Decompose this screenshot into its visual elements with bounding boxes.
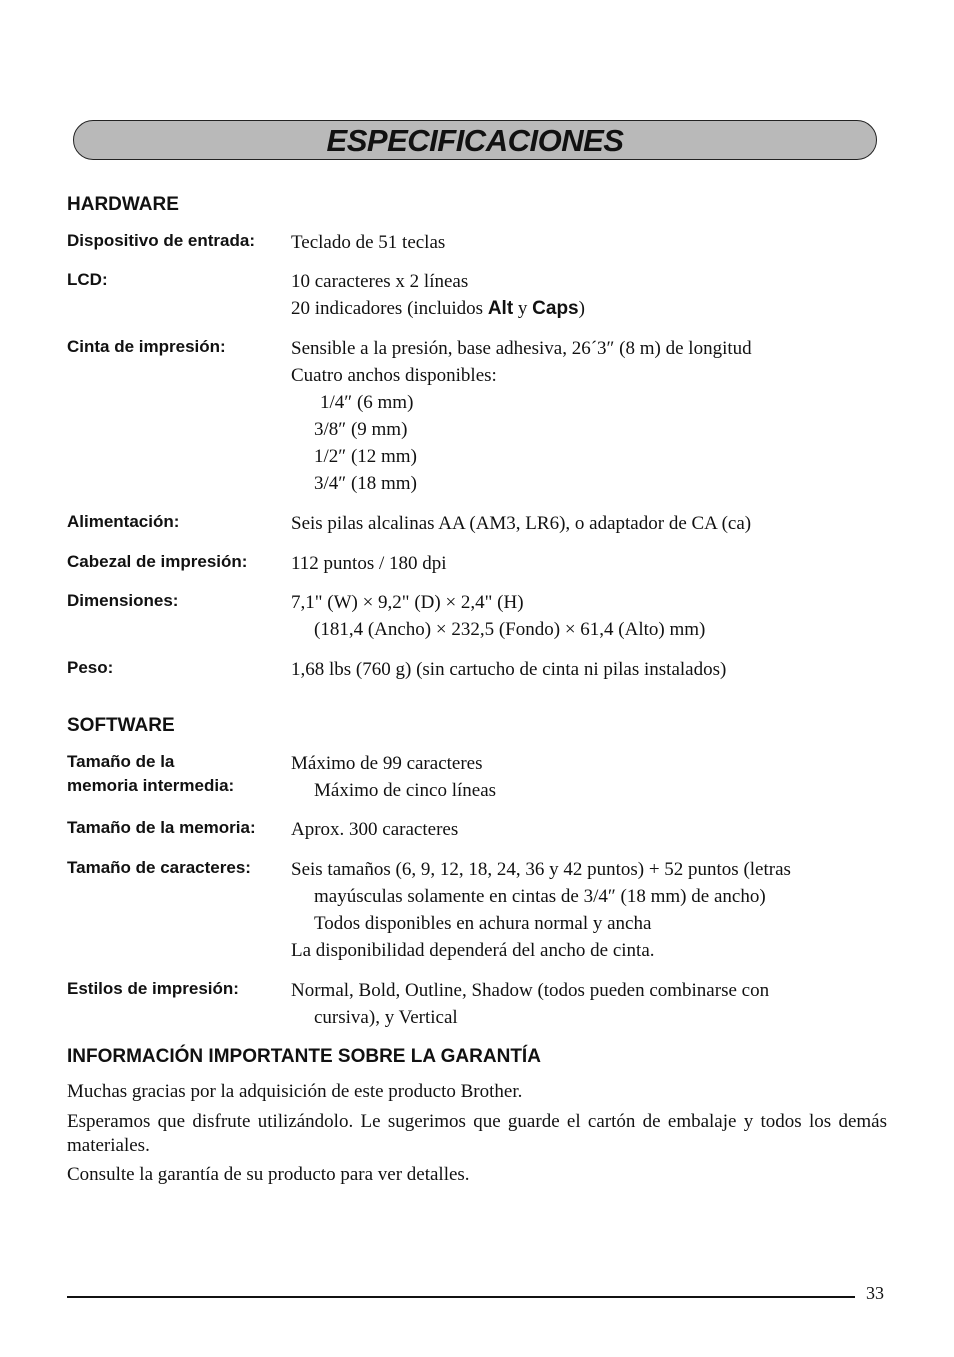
spec-value-line: cursiva), y Vertical	[314, 1007, 458, 1028]
spec-value-line: Máximo de cinco líneas	[314, 780, 497, 801]
spec-value-line: Aprox. 300 caracteres	[291, 819, 459, 840]
tape-width-item: 3/8″ (9 mm)	[314, 419, 408, 440]
spec-value-line: Todos disponibles en achura normal y ancha	[314, 913, 652, 934]
spec-value-line: La disponibilidad dependerá del ancho de cinta.	[291, 940, 655, 961]
spec-value-line: Normal, Bold, Outline, Shadow (todos pueden combinarse con	[291, 980, 770, 1001]
spec-value	[291, 656, 891, 683]
page-number: 33	[866, 1283, 884, 1303]
spec-value	[291, 977, 891, 1031]
spec-value-line: 10 caracteres x 2 líneas	[291, 271, 469, 292]
spec-label: Alimentación:	[67, 512, 180, 531]
spec-value	[291, 856, 891, 964]
spec-value-line: mayúsculas solamente en cintas de 3/4″ (18 mm) de ancho)	[314, 886, 766, 907]
spec-value	[291, 589, 891, 643]
spec-value-line: Teclado de 51 teclas	[291, 232, 446, 253]
spec-value	[291, 510, 891, 537]
spec-label: Tamaño de caracteres:	[67, 858, 251, 877]
spec-value-line: Cuatro anchos disponibles:	[291, 365, 497, 386]
text-span: )	[578, 298, 585, 319]
spec-label: Estilos de impresión:	[67, 979, 239, 998]
tape-width-item: 3/4″ (18 mm)	[314, 473, 417, 494]
spec-label: Dimensiones:	[67, 591, 179, 610]
spec-value-line: Seis pilas alcalinas AA (AM3, LR6), o adaptador de CA (ca)	[291, 513, 752, 534]
spec-label: Dispositivo de entrada:	[67, 231, 255, 250]
spec-value	[291, 816, 891, 843]
spec-label-line: memoria intermedia:	[67, 776, 235, 795]
spec-value	[291, 229, 891, 256]
spec-value-line: Seis tamaños (6, 9, 12, 18, 24, 36 y 42 puntos) + 52 puntos (letras	[291, 859, 791, 880]
spec-label: Cabezal de impresión:	[67, 552, 248, 571]
spec-value-line: Sensible a la presión, base adhesiva, 26´3″ (8 m) de longitud	[291, 338, 752, 359]
spec-label-line: Tamaño de la	[67, 752, 175, 771]
spec-value	[291, 750, 891, 804]
tape-width-item: 1/2″ (12 mm)	[314, 446, 417, 467]
spec-value-line: Máximo de 99 caracteres	[291, 753, 483, 774]
spec-value	[291, 268, 891, 322]
spec-value-line: 1,68 lbs (760 g) (sin cartucho de cinta ni pilas instalados)	[291, 659, 727, 680]
spec-value	[291, 335, 891, 497]
spec-value-line: 7,1" (W) × 9,2" (D) × 2,4" (H)	[291, 592, 524, 613]
spec-label	[67, 750, 287, 798]
text-span: 20 indicadores (incluidos	[291, 298, 488, 319]
hardware-heading: HARDWARE	[67, 194, 179, 215]
warranty-paragraph: Muchas gracias por la adquisición de este producto Brother.	[67, 1081, 523, 1102]
text-span: y	[513, 298, 533, 319]
spec-label: Tamaño de la memoria:	[67, 818, 256, 837]
page-title-banner	[73, 120, 877, 160]
spec-label: Cinta de impresión:	[67, 337, 226, 356]
spec-value-line: (181,4 (Ancho) × 232,5 (Fondo) × 61,4 (Alto) mm)	[314, 619, 706, 640]
tape-width-item: 1/4″ (6 mm)	[320, 392, 414, 413]
warranty-paragraph: Consulte la garantía de su producto para ver detalles.	[67, 1164, 470, 1185]
alt-key-label: Alt	[487, 298, 514, 319]
warranty-heading: INFORMACIÓN IMPORTANTE SOBRE LA GARANTÍA	[67, 1046, 541, 1067]
page-title: ESPECIFICACIONES	[326, 123, 624, 158]
spec-value-line	[291, 295, 891, 322]
spec-label: LCD:	[67, 270, 108, 289]
spec-label: Peso:	[67, 658, 114, 677]
warranty-paragraph: Esperamos que disfrute utilizándolo. Le sugerimos que guarde el cartón de embalaje y todos los demás materiales.	[67, 1111, 887, 1156]
footer-rule	[67, 1296, 855, 1298]
spec-value-line: 112 puntos / 180 dpi	[291, 553, 447, 574]
caps-key-label: Caps	[532, 298, 579, 319]
spec-value	[291, 550, 891, 577]
software-heading: SOFTWARE	[67, 715, 175, 736]
